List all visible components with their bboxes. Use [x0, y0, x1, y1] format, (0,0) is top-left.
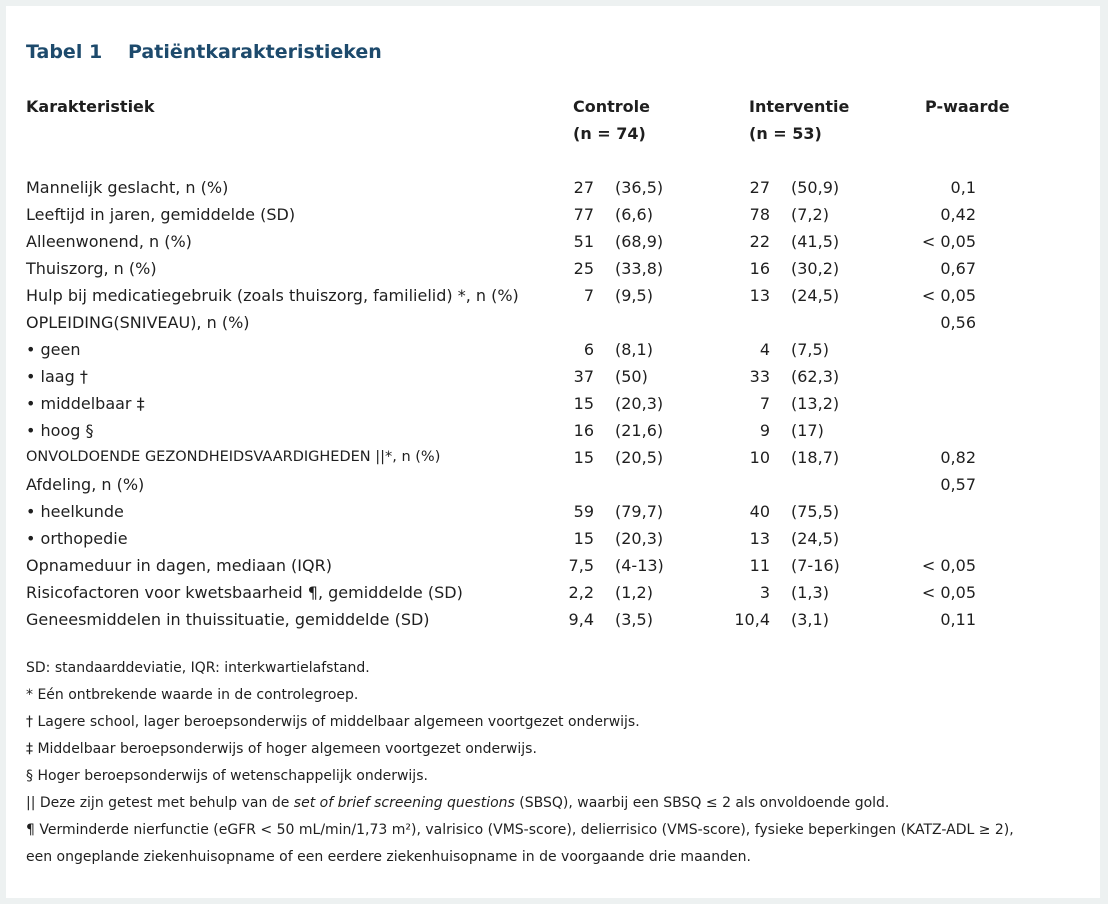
p-value: 0,42	[940, 205, 976, 224]
footnote-pilcrow-continued: een ongeplande ziekenhuisopname of een eerdere ziekenhuisopname in de voorgaande drie maanden.	[26, 849, 751, 865]
intervention-percent: (41,5)	[791, 232, 840, 251]
table-title	[26, 41, 382, 63]
intervention-percent: (7-16)	[791, 556, 840, 575]
control-percent: (20,3)	[615, 529, 664, 548]
control-percent: (8,1)	[615, 340, 653, 359]
control-percent: (4-13)	[615, 556, 664, 575]
header-intervention	[749, 93, 849, 147]
row-label: • heelkunde	[26, 502, 124, 521]
intervention-count: 10,4	[734, 610, 770, 629]
intervention-count: 13	[749, 286, 770, 305]
table-row	[6, 201, 1100, 228]
header-control	[573, 93, 650, 147]
table-number: Tabel 1	[26, 41, 103, 63]
intervention-count: 10	[749, 448, 770, 467]
control-percent: (79,7)	[615, 502, 664, 521]
table-row	[6, 417, 1100, 444]
intervention-count: 11	[749, 556, 770, 575]
control-count: 59	[573, 502, 594, 521]
footnote-parallel-start: || Deze zijn getest met behulp van de	[26, 795, 294, 811]
control-count: 2,2	[568, 583, 594, 602]
p-value: 0,57	[940, 475, 976, 494]
intervention-count: 33	[749, 367, 770, 386]
p-value: 0,11	[940, 610, 976, 629]
control-percent: (20,3)	[615, 394, 664, 413]
intervention-percent: (7,5)	[791, 340, 829, 359]
row-label: Hulp bij medicatiegebruik (zoals thuiszorg, familielid) *, n (%)	[26, 286, 519, 305]
p-value: 0,82	[940, 448, 976, 467]
control-count: 77	[573, 205, 594, 224]
p-value: < 0,05	[921, 556, 976, 575]
control-percent: (9,5)	[615, 286, 653, 305]
intervention-percent: (75,5)	[791, 502, 840, 521]
table-row	[6, 552, 1100, 579]
row-label: Risicofactoren voor kwetsbaarheid ¶, gemiddelde (SD)	[26, 583, 463, 602]
p-value: < 0,05	[921, 583, 976, 602]
control-count: 7	[583, 286, 594, 305]
footnote-parallel	[26, 790, 889, 817]
table-row	[6, 471, 1100, 498]
table-row	[6, 390, 1100, 417]
control-percent: (6,6)	[615, 205, 653, 224]
table-row	[6, 228, 1100, 255]
intervention-percent: (7,2)	[791, 205, 829, 224]
intervention-count: 13	[749, 529, 770, 548]
row-label: • orthopedie	[26, 529, 128, 548]
header-intervention-label: Interventie	[749, 97, 850, 116]
intervention-count: 4	[759, 340, 770, 359]
intervention-count: 78	[749, 205, 770, 224]
control-count: 6	[583, 340, 594, 359]
header-control-n: (n = 74)	[573, 124, 646, 143]
intervention-percent: (24,5)	[791, 529, 840, 548]
intervention-percent: (13,2)	[791, 394, 840, 413]
intervention-percent: (3,1)	[791, 610, 829, 629]
p-value: 0,67	[940, 259, 976, 278]
intervention-count: 22	[749, 232, 770, 251]
control-percent: (68,9)	[615, 232, 664, 251]
control-count: 51	[573, 232, 594, 251]
footnote-parallel-italic: set of brief screening questions	[293, 795, 515, 811]
row-label: Geneesmiddelen in thuissituatie, gemiddelde (SD)	[26, 610, 430, 629]
intervention-percent: (50,9)	[791, 178, 840, 197]
footnote-abbreviations: SD: standaarddeviatie, IQR: interkwartielafstand.	[26, 660, 370, 676]
control-percent: (20,5)	[615, 448, 664, 467]
header-pvalue: P-waarde	[925, 97, 1010, 116]
table-row	[6, 282, 1100, 309]
control-count: 9,4	[568, 610, 594, 629]
table-row	[6, 579, 1100, 606]
row-label: Opnameduur in dagen, mediaan (IQR)	[26, 556, 332, 575]
control-percent: (21,6)	[615, 421, 664, 440]
row-label: • hoog §	[26, 421, 94, 440]
footnote-dagger: † Lagere school, lager beroepsonderwijs of middelbaar algemeen voortgezet onderwijs.	[26, 714, 640, 730]
control-count: 37	[573, 367, 594, 386]
row-label: • geen	[26, 340, 81, 359]
control-percent: (33,8)	[615, 259, 664, 278]
control-percent: (3,5)	[615, 610, 653, 629]
footnote-pilcrow: ¶ Verminderde nierfunctie (eGFR < 50 mL/min/1,73 m²), valrisico (VMS-score), delierrisico (VMS-score), fysieke beperkingen (KATZ-ADL ≥ 2),	[26, 822, 1014, 838]
table-row	[6, 309, 1100, 336]
control-count: 15	[573, 529, 594, 548]
footnote-section: § Hoger beroepsonderwijs of wetenschappelijk onderwijs.	[26, 768, 428, 784]
row-label: Alleenwonend, n (%)	[26, 232, 192, 251]
intervention-percent: (18,7)	[791, 448, 840, 467]
row-label: OPLEIDING(SNIVEAU), n (%)	[26, 313, 250, 332]
p-value: < 0,05	[921, 286, 976, 305]
row-label: Thuiszorg, n (%)	[26, 259, 157, 278]
table-card	[6, 6, 1100, 898]
intervention-count: 27	[749, 178, 770, 197]
table-row	[6, 498, 1100, 525]
control-count: 7,5	[568, 556, 594, 575]
control-percent: (50)	[615, 367, 648, 386]
control-count: 15	[573, 394, 594, 413]
table-row	[6, 606, 1100, 633]
control-count: 15	[573, 448, 594, 467]
table-row	[6, 174, 1100, 201]
intervention-percent: (1,3)	[791, 583, 829, 602]
table-row	[6, 525, 1100, 552]
row-label: Leeftijd in jaren, gemiddelde (SD)	[26, 205, 296, 224]
control-count: 16	[573, 421, 594, 440]
intervention-count: 16	[749, 259, 770, 278]
p-value: < 0,05	[921, 232, 976, 251]
intervention-percent: (24,5)	[791, 286, 840, 305]
table-row	[6, 444, 1100, 471]
row-label: Mannelijk geslacht, n (%)	[26, 178, 229, 197]
table-row	[6, 363, 1100, 390]
intervention-percent: (17)	[791, 421, 824, 440]
table-row	[6, 336, 1100, 363]
row-label: • laag †	[26, 367, 88, 386]
header-characteristic: Karakteristiek	[26, 97, 155, 116]
table-row	[6, 255, 1100, 282]
header-control-label: Controle	[573, 97, 650, 116]
intervention-count: 3	[759, 583, 770, 602]
row-label: Afdeling, n (%)	[26, 475, 145, 494]
row-label: • middelbaar ‡	[26, 394, 145, 413]
header-intervention-n: (n = 53)	[749, 124, 822, 143]
p-value: 0,1	[950, 178, 976, 197]
intervention-count: 40	[749, 502, 770, 521]
p-value: 0,56	[940, 313, 976, 332]
row-label: ONVOLDOENDE GEZONDHEIDSVAARDIGHEDEN ||*, n (%)	[26, 449, 441, 465]
control-percent: (1,2)	[615, 583, 653, 602]
intervention-percent: (62,3)	[791, 367, 840, 386]
intervention-percent: (30,2)	[791, 259, 840, 278]
footnote-parallel-end: (SBSQ), waarbij een SBSQ ≤ 2 als onvoldoende gold.	[514, 795, 890, 811]
control-percent: (36,5)	[615, 178, 664, 197]
intervention-count: 9	[759, 421, 770, 440]
control-count: 27	[573, 178, 594, 197]
intervention-count: 7	[759, 394, 770, 413]
control-count: 25	[573, 259, 594, 278]
footnote-double-dagger: ‡ Middelbaar beroepsonderwijs of hoger algemeen voortgezet onderwijs.	[26, 741, 537, 757]
footnote-asterisk: * Eén ontbrekende waarde in de controlegroep.	[26, 687, 359, 703]
table-title-text: Patiëntkarakteristieken	[128, 41, 382, 63]
